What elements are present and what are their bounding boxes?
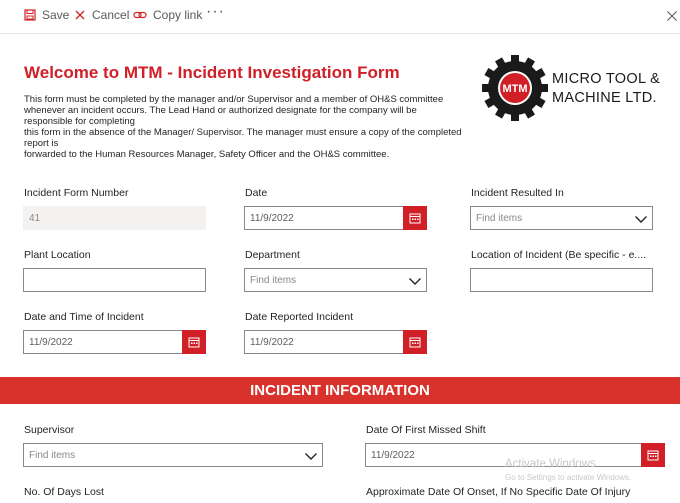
date-calendar-button[interactable]: [403, 206, 427, 230]
incident-resulted-in-label: Incident Resulted In: [471, 187, 564, 199]
logo-line-2: MACHINE LTD.: [552, 90, 657, 106]
link-icon: [133, 9, 147, 21]
date-reported-incident-picker[interactable]: [244, 330, 427, 354]
logo-line-1: MICRO TOOL &: [552, 71, 661, 87]
copy-link-button[interactable]: [133, 8, 202, 22]
close-button[interactable]: [666, 9, 678, 27]
activate-windows-watermark: Activate Windows: [505, 458, 596, 470]
date-time-of-incident-value: 11/9/2022: [29, 336, 73, 348]
cancel-label: Cancel: [92, 8, 130, 22]
date-reported-incident-value: 11/9/2022: [250, 336, 294, 348]
save-icon: [24, 9, 36, 21]
toolbar-divider: [0, 33, 680, 34]
date-picker[interactable]: [244, 206, 427, 230]
date-time-of-incident-calendar-button[interactable]: [182, 330, 206, 354]
department-combobox[interactable]: [244, 268, 427, 292]
calendar-icon: [647, 449, 659, 461]
form-title: Welcome to MTM - Incident Investigation Form: [24, 63, 400, 82]
cancel-icon: [74, 9, 86, 21]
supervisor-placeholder: Find items: [29, 449, 76, 461]
intro-line: this form in the absence of the Manager/ Supervisor. The manager must ensure a copy of the completed report is: [24, 127, 462, 149]
calendar-icon: [188, 336, 200, 348]
more-options-button[interactable]: ···: [206, 3, 225, 20]
date-reported-incident-label: Date Reported Incident: [245, 311, 353, 323]
date-first-missed-shift-label: Date Of First Missed Shift: [366, 424, 486, 436]
incident-form-number-value: 41: [29, 212, 41, 224]
copy-link-label: Copy link: [153, 8, 203, 22]
location-of-incident-label: Location of Incident (Be specific - e....: [471, 249, 647, 261]
chevron-down-icon[interactable]: [408, 274, 422, 288]
date-reported-incident-calendar-button[interactable]: [403, 330, 427, 354]
chevron-down-icon[interactable]: [634, 212, 648, 226]
date-label: Date: [245, 187, 268, 199]
supervisor-combobox[interactable]: [23, 443, 323, 467]
save-label: Save: [42, 8, 70, 22]
command-bar: [0, 0, 680, 32]
intro-line: This form must be completed by the manager and/or Supervisor and a member of OH&S committee: [24, 94, 444, 105]
incident-form-number-field: [23, 206, 206, 230]
activate-windows-subtext: Go to Settings to activate Windows.: [505, 473, 632, 482]
chevron-down-icon[interactable]: [304, 449, 318, 463]
date-time-of-incident-picker[interactable]: [23, 330, 206, 354]
gear-emblem-icon: [482, 55, 548, 121]
date-time-of-incident-label: Date and Time of Incident: [24, 311, 144, 323]
calendar-icon: [409, 212, 421, 224]
intro-line: forwarded to the Human Resources Manager, Safety Officer and the OH&S committee.: [24, 149, 390, 160]
close-icon: [666, 10, 678, 22]
incident-form-number-label: Incident Form Number: [24, 187, 129, 199]
calendar-icon: [409, 336, 421, 348]
approx-date-onset-label: Approximate Date Of Onset, If No Specific Date Of Injury: [366, 486, 631, 498]
incident-resulted-in-combobox[interactable]: [470, 206, 653, 230]
emblem-text: MTM: [502, 83, 528, 95]
cancel-button[interactable]: [74, 8, 129, 22]
incident-information-banner: INCIDENT INFORMATION: [0, 377, 680, 404]
plant-location-input[interactable]: [23, 268, 206, 292]
form-intro: [24, 94, 464, 160]
plant-location-label: Plant Location: [24, 249, 91, 261]
save-button[interactable]: [24, 8, 69, 22]
department-placeholder: Find items: [250, 274, 297, 286]
supervisor-label: Supervisor: [24, 424, 75, 436]
intro-line: whenever an incident occurs. The Lead Hand or authorized designate for the company will be responsible for completing: [24, 105, 417, 127]
no-of-days-lost-label: No. Of Days Lost: [24, 486, 104, 498]
date-value: 11/9/2022: [250, 212, 294, 224]
incident-resulted-in-placeholder: Find items: [476, 212, 523, 224]
department-label: Department: [245, 249, 300, 261]
date-first-missed-shift-calendar-button[interactable]: [641, 443, 665, 467]
logo-wordmark: [552, 70, 660, 108]
date-first-missed-shift-value: 11/9/2022: [371, 449, 415, 461]
location-of-incident-input[interactable]: [470, 268, 653, 292]
